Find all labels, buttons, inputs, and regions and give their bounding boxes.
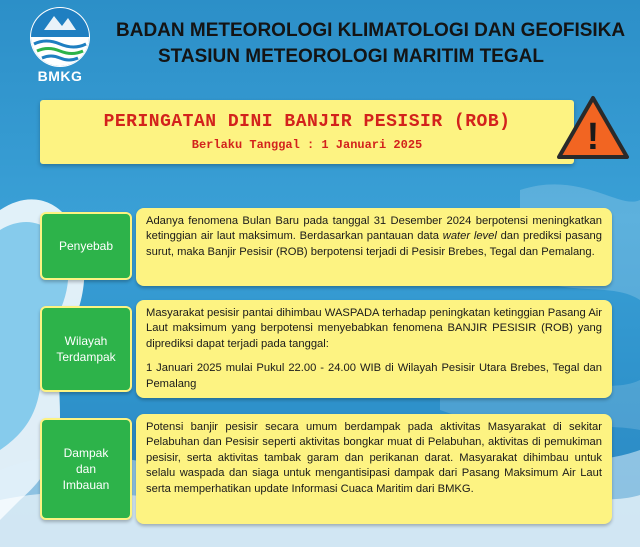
label-dampak-imbauan bbox=[40, 418, 132, 520]
section-penyebab bbox=[136, 208, 612, 286]
label-wilayah-terdampak bbox=[40, 306, 132, 392]
wilayah-paragraph-2: 1 Januari 2025 mulai Pukul 22.00 - 24.00 WIB di Wilayah Pesisir Utara Brebes, Tegal dan Pemalang bbox=[146, 362, 602, 390]
section-dampak-imbauan bbox=[136, 414, 612, 524]
label-line: Imbauan bbox=[62, 478, 110, 493]
penyebab-text bbox=[146, 214, 602, 260]
bmkg-logo-icon bbox=[18, 4, 102, 70]
wilayah-paragraph-1: Masyarakat pesisir pantai dihimbau WASPADA terhadap peningkatan ketinggian Pasang Air Laut maksimum yang berpotensi menyebabkan fenomena BANJIR PESISIR (ROB) yang diprediksi dapat terjadi pada tanggal: bbox=[146, 307, 602, 350]
label-line: Dampak bbox=[63, 445, 109, 460]
section-wilayah-terdampak bbox=[136, 300, 612, 398]
validity-date: Berlaku Tanggal : 1 Januari 2025 bbox=[191, 138, 423, 152]
logo-text: BMKG bbox=[37, 68, 83, 84]
warning-glyph: ! bbox=[586, 116, 600, 158]
header bbox=[0, 0, 640, 88]
page-title: PERINGATAN DINI BANJIR PESISIR (ROB) bbox=[103, 112, 511, 132]
text-italic: water level bbox=[442, 230, 497, 243]
label-line: Wilayah bbox=[64, 333, 108, 348]
text-part: Adanya fenomena Bulan Baru pada tanggal 31 Desember 2024 berpotensi meningkatkan ketinggian air laut maksimum. Berdasarkan pantauan data bbox=[146, 215, 602, 243]
agency-name: BADAN METEOROLOGI KLIMATOLOGI DAN GEOFISIKA bbox=[116, 20, 626, 41]
label-line: Penyebab bbox=[58, 238, 114, 253]
text-part: dan prediksi pasang surut, maka Banjir Pesisir (ROB) berpotensi terjadi di Pesisir Brebes, Tegal dan Pemalang. bbox=[146, 230, 602, 258]
bmkg-logo bbox=[18, 4, 108, 88]
warning-icon bbox=[556, 94, 630, 162]
title-banner bbox=[40, 100, 574, 164]
station-name: STASIUN METEOROLOGI MARITIM TEGAL bbox=[158, 46, 544, 67]
label-penyebab bbox=[40, 212, 132, 280]
dampak-text: Potensi banjir pesisir secara umum berdampak pada aktivitas Masyarakat di sekitar Pelabuhan dan Pesisir seperti aktivitas bongkar muat di Pelabuhan, aktivitas di pemukiman pesisir, serta aktivitas tambak garam dan perikanan darat. Masyarakat dihimbau untuk selalu waspada dan siaga untuk mengantisipasi dampak dari Pasang Maksimum Air Laut serta memperhatikan update Informasi Cuaca Maritim dari BMKG. bbox=[146, 421, 602, 495]
label-line: Terdampak bbox=[56, 350, 116, 364]
label-line: dan bbox=[75, 461, 96, 476]
